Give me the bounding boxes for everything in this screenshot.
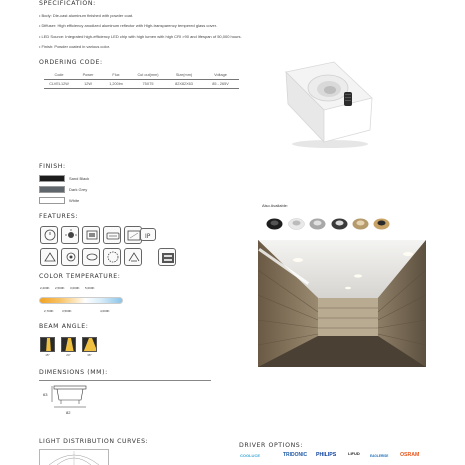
ring-black-icon <box>266 218 283 230</box>
ct-3500: 3,500K <box>62 309 72 313</box>
header-flux: Flux <box>112 73 120 77</box>
finish-dark-grey <box>39 186 87 193</box>
beam-15-icon <box>40 337 55 352</box>
also-available-label: Also Available: <box>262 203 288 208</box>
color-temp-title: COLOR TEMPERATURE: <box>39 273 121 280</box>
beam-15-label: 15° <box>45 353 50 357</box>
driver-title: DRIVER OPTIONS: <box>239 442 304 449</box>
beam-24-label: 24° <box>66 353 71 357</box>
ct-2700: 2,700K <box>44 309 54 313</box>
ring-silver-icon <box>309 218 326 230</box>
finish-label: White <box>69 198 80 203</box>
spec-title: SPECIFICATION: <box>39 0 96 7</box>
swatch-sand-black <box>39 175 65 182</box>
ct-2500: 2,500K <box>55 286 65 290</box>
lumen-icon <box>61 226 79 244</box>
brand-tridonic: TRIDONIC <box>283 452 308 458</box>
spec-line-diffuser: • Diffuser: High efficiency anodized aluminum reflector with High-transparency tempered glass cover. <box>39 23 218 28</box>
ct-3000: 3,000K <box>70 286 80 290</box>
spec-line-finish: • Finish: Powder coated in various color. <box>39 44 110 49</box>
ring-gold-icon <box>373 218 390 230</box>
brand-cooluce: COOLUCE <box>240 453 260 458</box>
dimensions-divider <box>39 380 211 381</box>
ring-dark-icon <box>331 218 348 230</box>
ct-4000: 4,000K <box>100 309 110 313</box>
cell-flux: 1,200lm <box>109 81 123 86</box>
ordering-data-row <box>44 80 239 88</box>
header-voltage: Voltage <box>214 73 227 77</box>
features-title: FEATURES: <box>39 213 79 220</box>
brand-osram: OSRAM <box>400 452 420 458</box>
spec-line-led: • LED Source: Integrated high-efficiency LED chip with high lumen with high CRI >90 and lifespan of 50,000 hours. <box>39 34 242 39</box>
ring-champagne-icon <box>352 218 369 230</box>
beam-36-label: 36° <box>87 353 92 357</box>
brand-eaglerise: EAGLERISE <box>370 454 389 458</box>
ct-2200: 2,200K <box>40 286 50 290</box>
beam-24-icon <box>61 337 76 352</box>
header-power: Power <box>82 73 94 77</box>
dimension-drawing <box>50 382 90 410</box>
svg-text:IP: IP <box>145 233 151 240</box>
brand-lifud: LIFUD <box>348 451 360 456</box>
product-image <box>272 58 382 150</box>
dimension-height: 63 <box>43 392 48 397</box>
header-code: Code <box>54 73 64 77</box>
ordering-header-row <box>44 71 239 79</box>
die-cast-icon <box>124 248 142 266</box>
finish-label: Sand Black <box>69 176 90 181</box>
dimmable-icon <box>40 248 58 266</box>
beam-36-icon <box>82 337 97 352</box>
finish-white <box>39 197 79 204</box>
swatch-dark-grey <box>39 186 65 193</box>
lens-icon <box>82 248 100 266</box>
ordering-table <box>44 71 239 88</box>
cri-icon <box>82 226 100 244</box>
warranty-icon <box>158 248 176 266</box>
cell-voltage: 85 - 265V <box>212 81 229 86</box>
cell-size: 82X82X63 <box>175 81 193 86</box>
header-size: Size(mm) <box>175 73 193 77</box>
spec-line-body: • Body: Die-cast aluminum finished with powder coat. <box>39 13 134 18</box>
header-cutout: Cut out(mm) <box>137 73 159 77</box>
color-options-icon <box>103 248 121 266</box>
finish-label: Dark Grey <box>69 187 88 192</box>
swatch-white <box>39 197 65 204</box>
ip-icon <box>140 228 156 241</box>
light-curves-title: LIGHT DISTRIBUTION CURVES: <box>39 438 149 445</box>
ordering-title: ORDERING CODE: <box>39 59 103 66</box>
dimensions-title: DIMENSIONS (MM): <box>39 369 108 376</box>
color-temp-gradient <box>39 297 123 304</box>
lifespan-icon <box>40 226 58 244</box>
brand-philips: PHILIPS <box>316 452 337 458</box>
finish-sand-black <box>39 175 89 182</box>
anti-glare-icon <box>61 248 79 266</box>
driver-icon <box>103 226 121 244</box>
cell-power: 12W <box>84 81 92 86</box>
cell-cutout: 75X75 <box>142 81 154 86</box>
cell-code: CLVEL12W <box>49 81 69 86</box>
light-distribution-chart <box>39 449 109 465</box>
ring-white-icon <box>288 218 305 230</box>
dimension-width: 82 <box>66 410 71 415</box>
finish-title: FINISH: <box>39 163 66 170</box>
ct-5000: 5,000K <box>85 286 95 290</box>
beam-title: BEAM ANGLE: <box>39 323 89 330</box>
table-divider-bottom <box>44 88 239 89</box>
installation-photo <box>258 240 426 367</box>
